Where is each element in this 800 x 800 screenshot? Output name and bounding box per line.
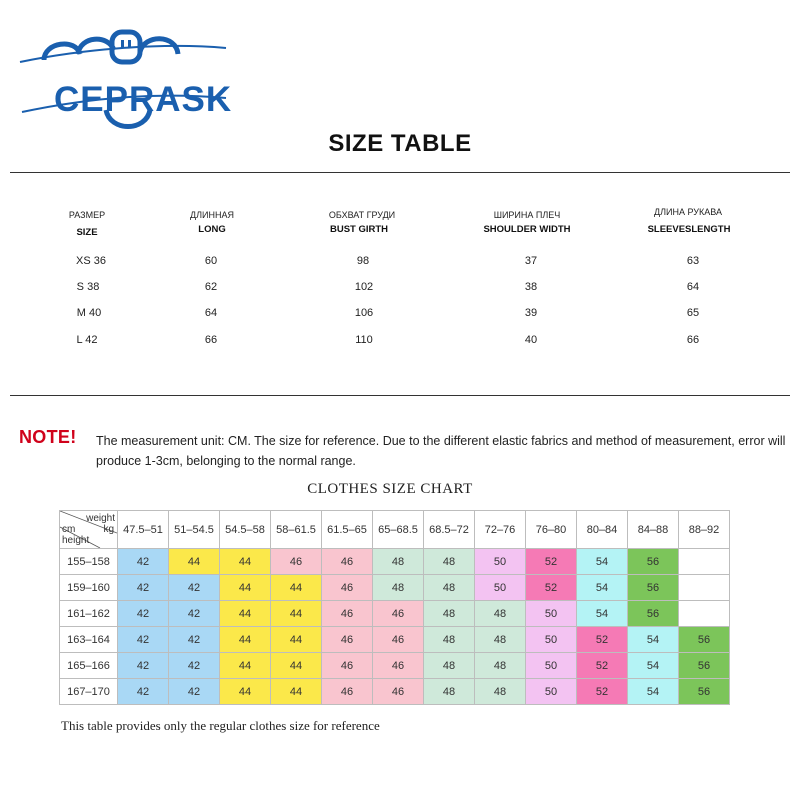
size-value-cell: 50 (526, 679, 577, 705)
size-value-cell: 44 (271, 679, 322, 705)
size-value-cell: 50 (526, 601, 577, 627)
chart-title: CLOTHES SIZE CHART (307, 481, 473, 497)
size-value-cell: 54 (628, 627, 679, 653)
bust-cell: 98 (356, 255, 370, 267)
weight-header: 68.5–72 (424, 511, 475, 549)
size-value-cell: 44 (271, 575, 322, 601)
size-value-cell: 42 (118, 601, 169, 627)
size-value-cell: 48 (424, 575, 475, 601)
height-cell: 163–164 (60, 627, 118, 653)
size-value-cell: 54 (628, 679, 679, 705)
height-cell: 161–162 (60, 601, 118, 627)
height-cell: 159–160 (60, 575, 118, 601)
page-title: SIZE TABLE (328, 130, 472, 157)
size-value-cell: 48 (424, 653, 475, 679)
size-value-cell: 48 (424, 549, 475, 575)
size-value-cell: 52 (526, 549, 577, 575)
size-value-cell (679, 601, 730, 627)
size-value-cell: 46 (373, 601, 424, 627)
size-value-cell: 54 (577, 549, 628, 575)
chart-body (60, 549, 730, 705)
size-value-cell: 44 (220, 549, 271, 575)
weight-header: 65–68.5 (373, 511, 424, 549)
size-value-cell: 48 (424, 601, 475, 627)
size-value-cell: 56 (628, 575, 679, 601)
header-size-en: SIZE (76, 227, 98, 238)
shoulder-cell: 37 (524, 255, 538, 267)
corner-cm-label: cm (62, 524, 76, 535)
size-cell: M 40 (76, 307, 102, 319)
size-value-cell: 50 (526, 653, 577, 679)
corner-kg-label: kg (103, 524, 114, 535)
brand-logo (18, 20, 233, 130)
size-value-cell: 56 (628, 601, 679, 627)
bust-cell: 102 (354, 281, 374, 293)
weight-header: 72–76 (475, 511, 526, 549)
logo-text: CEPRASK (54, 80, 233, 119)
header-sleeve-ru: ДЛИНА РУКАВА (654, 207, 722, 217)
size-value-cell (679, 575, 730, 601)
size-value-cell: 48 (424, 627, 475, 653)
clothes-size-chart (59, 510, 730, 705)
size-value-cell: 42 (169, 653, 220, 679)
size-value-cell: 46 (271, 549, 322, 575)
corner-cell (60, 511, 118, 549)
size-value-cell: 56 (679, 679, 730, 705)
long-cell: 60 (204, 255, 218, 267)
long-cell: 66 (204, 334, 218, 346)
chart-row (60, 679, 730, 705)
chart-row (60, 575, 730, 601)
weight-header: 84–88 (628, 511, 679, 549)
sleeve-cell: 65 (686, 307, 700, 319)
size-value-cell: 50 (475, 549, 526, 575)
size-cell: XS 36 (76, 255, 106, 267)
size-value-cell: 48 (424, 679, 475, 705)
chart-row (60, 549, 730, 575)
header-size-ru: РАЗМЕР (68, 210, 106, 220)
header-long-ru: ДЛИННАЯ (190, 210, 234, 220)
size-value-cell: 56 (679, 653, 730, 679)
weight-header: 80–84 (577, 511, 628, 549)
height-cell: 167–170 (60, 679, 118, 705)
size-value-cell: 42 (169, 601, 220, 627)
note-label: NOTE! (19, 427, 77, 447)
size-value-cell: 46 (373, 653, 424, 679)
size-value-cell: 46 (373, 679, 424, 705)
weight-header-row (60, 511, 730, 549)
size-value-cell: 44 (169, 549, 220, 575)
header-sleeve-en: SLEEVESLENGTH (647, 224, 731, 235)
size-value-cell: 48 (373, 549, 424, 575)
size-value-cell: 44 (271, 601, 322, 627)
size-value-cell: 54 (577, 575, 628, 601)
note-text: The measurement unit: CM. The size for reference. Due to the different elastic fabrics and method of measurement, error will produce 1-3cm, belonging to the normal range. (96, 434, 786, 468)
height-cell: 165–166 (60, 653, 118, 679)
size-value-cell: 54 (577, 601, 628, 627)
size-value-cell: 46 (322, 679, 373, 705)
height-cell: 155–158 (60, 549, 118, 575)
size-value-cell: 46 (322, 549, 373, 575)
chart-row (60, 627, 730, 653)
size-value-cell: 48 (475, 627, 526, 653)
chart-footnote: This table provides only the regular clothes size for reference (61, 718, 380, 733)
size-value-cell: 44 (220, 575, 271, 601)
divider-bottom (10, 395, 790, 396)
sleeve-cell: 66 (686, 334, 700, 346)
header-bust-ru: ОБХВАТ ГРУДИ (328, 210, 396, 220)
size-value-cell: 42 (118, 575, 169, 601)
size-value-cell (679, 549, 730, 575)
corner-height-label: height (62, 535, 90, 546)
long-cell: 64 (204, 307, 218, 319)
sleeve-cell: 64 (686, 281, 700, 293)
header-shoulder-ru: ШИРИНА ПЛЕЧ (493, 210, 561, 220)
weight-header: 58–61.5 (271, 511, 322, 549)
size-value-cell: 42 (169, 627, 220, 653)
size-value-cell: 44 (220, 679, 271, 705)
size-value-cell: 44 (220, 601, 271, 627)
weight-header: 88–92 (679, 511, 730, 549)
size-value-cell: 44 (271, 653, 322, 679)
size-value-cell: 44 (220, 653, 271, 679)
size-cell: S 38 (76, 281, 100, 293)
weight-header: 47.5–51 (118, 511, 169, 549)
chart-row (60, 653, 730, 679)
size-cell: L 42 (76, 334, 98, 346)
size-value-cell: 52 (577, 653, 628, 679)
size-value-cell: 50 (526, 627, 577, 653)
size-value-cell: 46 (322, 601, 373, 627)
header-long-en: LONG (198, 224, 226, 235)
size-value-cell: 56 (679, 627, 730, 653)
size-value-cell: 42 (118, 679, 169, 705)
size-value-cell: 46 (322, 575, 373, 601)
size-value-cell: 48 (475, 653, 526, 679)
bust-cell: 106 (354, 307, 374, 319)
weight-header: 61.5–65 (322, 511, 373, 549)
shoulder-cell: 38 (524, 281, 538, 293)
size-value-cell: 56 (628, 549, 679, 575)
size-value-cell: 46 (322, 627, 373, 653)
size-value-cell: 54 (628, 653, 679, 679)
bust-cell: 110 (355, 334, 373, 346)
size-value-cell: 42 (169, 679, 220, 705)
size-value-cell: 42 (118, 627, 169, 653)
weight-header: 76–80 (526, 511, 577, 549)
divider-top (10, 172, 790, 173)
weight-header: 54.5–58 (220, 511, 271, 549)
size-value-cell: 46 (373, 627, 424, 653)
size-value-cell: 44 (220, 627, 271, 653)
sleeve-cell: 63 (686, 255, 700, 267)
weight-header: 51–54.5 (169, 511, 220, 549)
size-value-cell: 42 (169, 575, 220, 601)
size-value-cell: 50 (475, 575, 526, 601)
size-value-cell: 48 (475, 601, 526, 627)
size-value-cell: 48 (373, 575, 424, 601)
header-shoulder-en: SHOULDER WIDTH (483, 224, 571, 235)
size-value-cell: 42 (118, 653, 169, 679)
size-value-cell: 52 (577, 627, 628, 653)
corner-weight-label: weight (86, 513, 115, 524)
chart-row (60, 601, 730, 627)
size-value-cell: 52 (577, 679, 628, 705)
size-value-cell: 52 (526, 575, 577, 601)
header-bust-en: BUST GIRTH (329, 224, 389, 235)
size-value-cell: 48 (475, 679, 526, 705)
shoulder-cell: 39 (524, 307, 538, 319)
size-value-cell: 44 (271, 627, 322, 653)
size-value-cell: 42 (118, 549, 169, 575)
shoulder-cell: 40 (524, 334, 538, 346)
size-value-cell: 46 (322, 653, 373, 679)
long-cell: 62 (204, 281, 218, 293)
